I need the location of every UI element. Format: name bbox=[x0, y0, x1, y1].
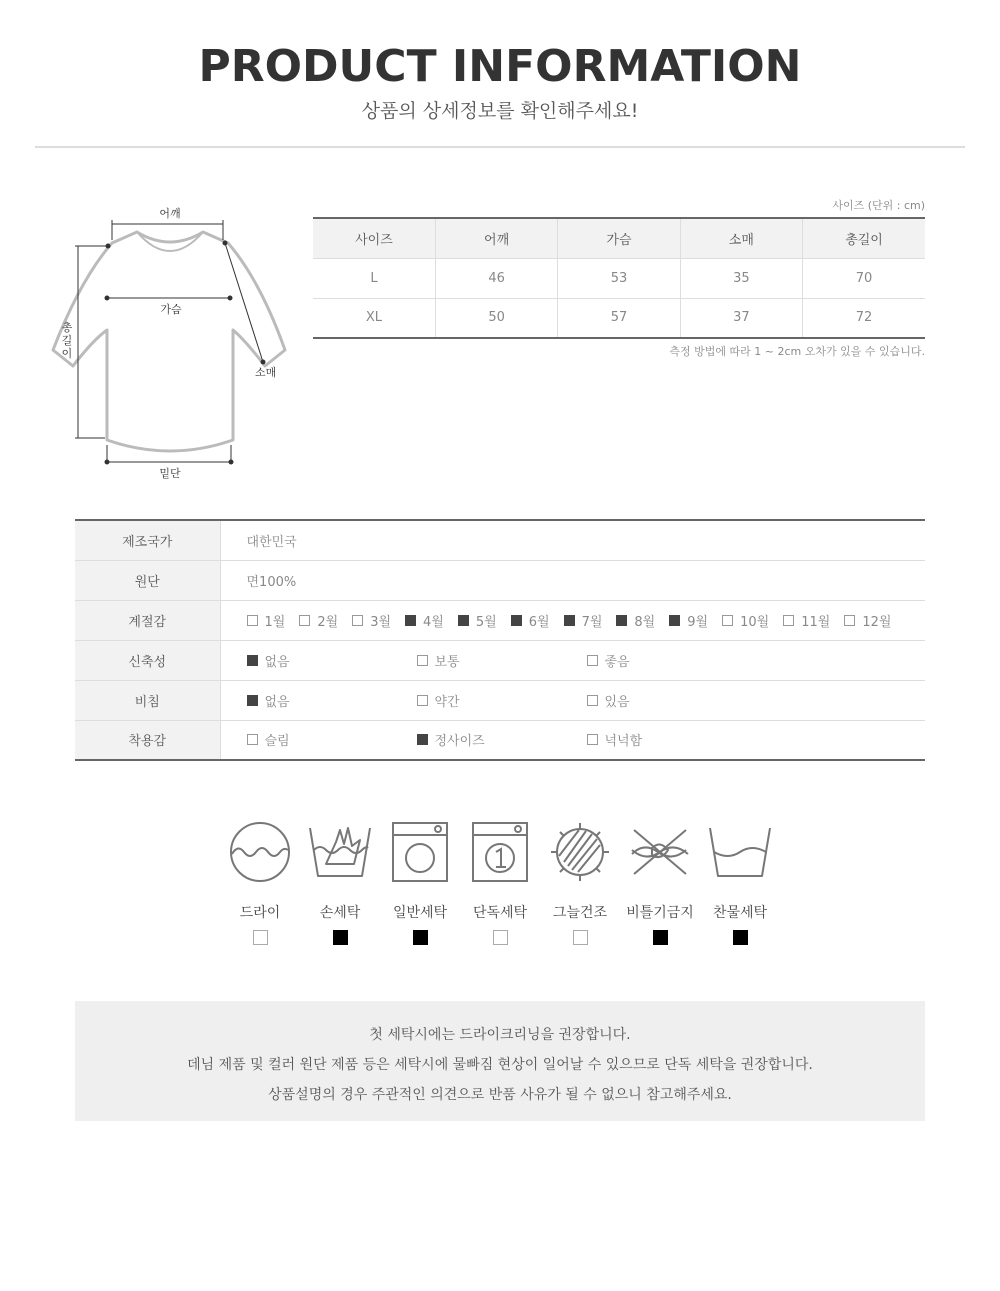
option-label: 약간 bbox=[434, 694, 460, 710]
size-table bbox=[313, 217, 925, 339]
sheer-label: 비침 bbox=[75, 680, 220, 720]
size-header-cell: 어깨 bbox=[435, 218, 557, 258]
option-label: 8월 bbox=[634, 614, 656, 630]
care-label: 일반세탁 bbox=[392, 905, 448, 921]
checked-box-icon bbox=[616, 615, 627, 626]
unchecked-box-icon bbox=[299, 615, 310, 626]
sleeve-label: 소매 bbox=[255, 366, 277, 379]
notice-line: 첫 세탁시에는 드라이크리닝을 권장합니다. bbox=[369, 1027, 631, 1043]
option-label: 없음 bbox=[264, 654, 290, 670]
size-unit: 사이즈 (단위 : cm) bbox=[832, 199, 925, 212]
length-label-2: 길 bbox=[61, 334, 73, 347]
size-cell: 70 bbox=[803, 258, 925, 298]
season-options bbox=[247, 611, 926, 630]
care-checkbox bbox=[493, 930, 508, 945]
chest-label: 가슴 bbox=[160, 303, 182, 316]
option-item bbox=[844, 611, 891, 630]
option-item bbox=[247, 611, 286, 630]
option-label: 보통 bbox=[434, 654, 460, 670]
option-item bbox=[587, 730, 757, 749]
unchecked-box-icon bbox=[587, 734, 598, 745]
no-wring-icon bbox=[628, 820, 692, 884]
table-row bbox=[75, 560, 925, 600]
hem-label: 밑단 bbox=[159, 467, 181, 480]
option-item bbox=[247, 691, 417, 710]
stretch-label: 신축성 bbox=[75, 640, 220, 680]
option-item bbox=[669, 611, 708, 630]
unchecked-box-icon bbox=[722, 615, 733, 626]
size-header-row bbox=[313, 218, 925, 258]
size-cell: 46 bbox=[435, 258, 557, 298]
table-row bbox=[75, 600, 925, 640]
checked-box-icon bbox=[511, 615, 522, 626]
unchecked-box-icon bbox=[417, 695, 428, 706]
unchecked-box-icon bbox=[587, 695, 598, 706]
unchecked-box-icon bbox=[247, 615, 258, 626]
size-cell: 37 bbox=[680, 298, 802, 338]
page-title: PRODUCT INFORMATION bbox=[198, 41, 802, 92]
option-item bbox=[247, 651, 417, 670]
option-item bbox=[247, 730, 417, 749]
unchecked-box-icon bbox=[417, 655, 428, 666]
wash-separately-icon bbox=[468, 820, 532, 884]
fabric-value: 면100% bbox=[220, 560, 925, 600]
option-label: 좋음 bbox=[604, 654, 630, 670]
product-info-table bbox=[75, 519, 925, 761]
option-item bbox=[783, 611, 830, 630]
notice-line: 상품설명의 경우 주관적인 의견으로 반품 사유가 될 수 없으니 참고해주세요. bbox=[268, 1087, 732, 1103]
table-row bbox=[75, 680, 925, 720]
checked-box-icon bbox=[417, 734, 428, 745]
option-item bbox=[458, 611, 497, 630]
care-checkbox bbox=[413, 930, 428, 945]
option-label: 2월 bbox=[317, 614, 339, 630]
option-label: 9월 bbox=[687, 614, 709, 630]
option-label: 슬림 bbox=[264, 734, 290, 750]
page-header bbox=[0, 40, 1000, 124]
option-label: 1월 bbox=[264, 614, 286, 630]
size-note: 측정 방법에 따라 1 ~ 2cm 오차가 있을 수 있습니다. bbox=[669, 345, 925, 358]
fit-options bbox=[247, 730, 926, 749]
option-label: 4월 bbox=[423, 614, 444, 630]
notice-line: 데님 제품 및 컬러 원단 제품 등은 세탁시에 물빠짐 현상이 일어날 수 있으므로 단독 세탁을 권장합니다. bbox=[187, 1057, 813, 1073]
size-cell: L bbox=[313, 258, 435, 298]
unchecked-box-icon bbox=[783, 615, 794, 626]
table-row bbox=[75, 520, 925, 560]
size-cell: XL bbox=[313, 298, 435, 338]
option-item bbox=[722, 611, 769, 630]
option-item bbox=[417, 691, 587, 710]
country-label: 제조국가 bbox=[75, 520, 220, 560]
size-diagram bbox=[45, 200, 305, 490]
page-subtitle: 상품의 상세정보를 확인해주세요! bbox=[361, 100, 639, 122]
care-label: 비틀기금지 bbox=[626, 905, 694, 921]
length-label-1: 총 bbox=[61, 321, 73, 334]
tshirt-diagram-icon bbox=[45, 200, 305, 490]
care-item-dry bbox=[220, 820, 300, 945]
size-cell: 53 bbox=[558, 258, 680, 298]
option-item bbox=[405, 611, 444, 630]
option-item bbox=[564, 611, 603, 630]
size-cell: 72 bbox=[855, 310, 873, 326]
header-divider bbox=[35, 146, 965, 148]
option-item bbox=[417, 651, 587, 670]
size-header-cell: 사이즈 bbox=[313, 218, 435, 258]
machine-wash-icon bbox=[388, 820, 452, 884]
size-cell: 50 bbox=[435, 298, 557, 338]
care-instructions bbox=[220, 820, 780, 945]
care-checkbox bbox=[253, 930, 268, 945]
fit-label: 착용감 bbox=[75, 720, 220, 760]
size-header-cell: 가슴 bbox=[558, 218, 680, 258]
option-label: 5월 bbox=[475, 614, 497, 630]
care-label: 단독세탁 bbox=[472, 905, 528, 921]
sheer-options bbox=[247, 691, 926, 710]
checked-box-icon bbox=[564, 615, 575, 626]
care-checkbox bbox=[573, 930, 588, 945]
fabric-label: 원단 bbox=[75, 560, 220, 600]
option-label: 11월 bbox=[801, 614, 831, 630]
cold-wash-icon bbox=[708, 820, 772, 884]
notice-box bbox=[75, 1001, 925, 1121]
checked-box-icon bbox=[669, 615, 680, 626]
size-header-cell: 총길이 bbox=[803, 218, 925, 258]
option-label: 7월 bbox=[581, 614, 603, 630]
hand-wash-icon bbox=[308, 820, 372, 884]
season-label: 계절감 bbox=[75, 600, 220, 640]
care-item-no-wring bbox=[620, 820, 700, 945]
care-label: 찬물세탁 bbox=[712, 905, 768, 921]
care-item-machine bbox=[380, 820, 460, 945]
unchecked-box-icon bbox=[844, 615, 855, 626]
table-row bbox=[313, 298, 925, 338]
option-item bbox=[299, 611, 338, 630]
care-checkbox bbox=[733, 930, 748, 945]
size-header-cell: 소매 bbox=[680, 218, 802, 258]
unchecked-box-icon bbox=[247, 734, 258, 745]
stretch-options bbox=[247, 651, 926, 670]
option-item bbox=[511, 611, 550, 630]
table-row bbox=[75, 640, 925, 680]
care-item-hand bbox=[300, 820, 380, 945]
option-item bbox=[417, 730, 587, 749]
option-label: 10월 bbox=[740, 614, 770, 630]
country-value: 대한민국 bbox=[220, 520, 925, 560]
checked-box-icon bbox=[247, 655, 258, 666]
option-label: 정사이즈 bbox=[434, 734, 485, 750]
option-label: 3월 bbox=[370, 614, 392, 630]
option-item bbox=[587, 691, 757, 710]
option-label: 6월 bbox=[528, 614, 550, 630]
option-label: 12월 bbox=[862, 614, 892, 630]
table-row bbox=[75, 720, 925, 760]
option-label: 있음 bbox=[604, 694, 630, 710]
care-item-cold bbox=[700, 820, 780, 945]
length-label-3: 이 bbox=[61, 347, 73, 360]
size-cell: 57 bbox=[558, 298, 680, 338]
shade-dry-icon bbox=[548, 820, 612, 884]
care-item-shade bbox=[540, 820, 620, 945]
table-row bbox=[313, 258, 925, 298]
option-item bbox=[616, 611, 655, 630]
option-label: 없음 bbox=[264, 694, 290, 710]
shoulder-label: 어깨 bbox=[159, 207, 181, 220]
care-label: 드라이 bbox=[239, 905, 281, 921]
unchecked-box-icon bbox=[352, 615, 363, 626]
care-checkbox bbox=[333, 930, 348, 945]
care-item-separate bbox=[460, 820, 540, 945]
dry-clean-icon bbox=[228, 820, 292, 884]
care-label: 그늘건조 bbox=[552, 905, 608, 921]
option-label: 넉넉함 bbox=[604, 734, 643, 750]
option-item bbox=[352, 611, 391, 630]
size-cell: 35 bbox=[680, 258, 802, 298]
unchecked-box-icon bbox=[587, 655, 598, 666]
option-item bbox=[587, 651, 757, 670]
care-checkbox bbox=[653, 930, 668, 945]
care-label: 손세탁 bbox=[319, 905, 361, 921]
checked-box-icon bbox=[247, 695, 258, 706]
checked-box-icon bbox=[458, 615, 469, 626]
checked-box-icon bbox=[405, 615, 416, 626]
